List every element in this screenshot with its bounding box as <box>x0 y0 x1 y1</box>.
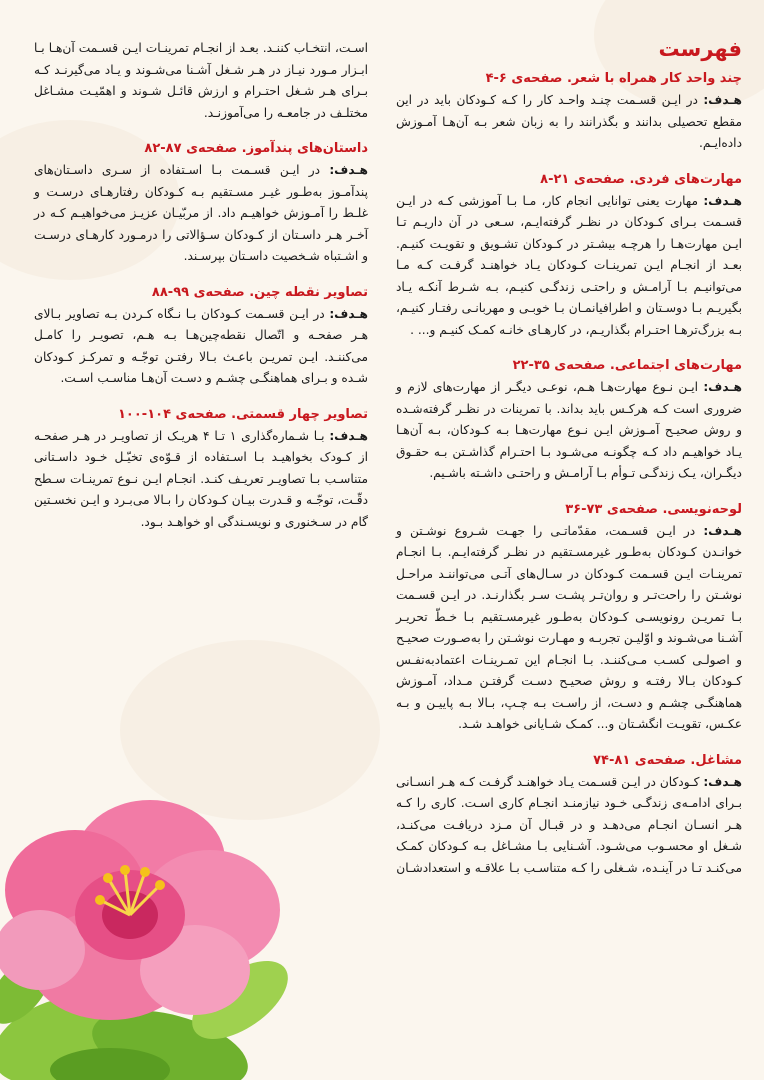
section-body <box>396 191 742 342</box>
toc-right-column <box>396 34 742 893</box>
section-text: بـا شـماره‌گذاری ۱ تـا ۴ هریـک از تصاویـر در هـر صفحـه از کـودک بخواهیـد بـا اسـتفاده از قـوّه‌ی تخیّـل خـود داسـتانی متناسـب بـا تصاویـر تعریـف کنـد. انجـام ایـن نـوع تمرینـات سـطح دقّـت، توجّـه و قـدرت بیـان کـودکان را بـالا می‌بـرد و ایـن نخسـتین گام در سـخنوری و نویسـندگی او خواهـد بـود. <box>34 428 368 529</box>
section-text: کـودکان در ایـن قسـمت یـاد خواهنـد گرفـت کـه هـر انسـانی بـرای ادامـه‌ی زندگـی خـود نیازمنـد انجـام کاری اسـت. کاری را کـه هـر انسـان انجـام می‌دهـد و در قبـال آن مـزد دریافـت می‌کنـد، شـغل او محسـوب می‌شـود. آشـنایی بـا مشـاغل بـه کـودکان کمـک می‌کنـد تـا در آینـده، شـغلی را کـه متناسـب بـا علاقـه و استعدادشـان <box>396 774 742 875</box>
section-body <box>34 426 368 534</box>
toc-section <box>34 404 368 534</box>
toc-section <box>396 499 742 736</box>
section-body <box>396 90 742 155</box>
toc-section <box>34 138 368 268</box>
section-text: در ایـن قسـمت بـا اسـتفاده از سـری داسـتان‌های پندآمـوز به‌طـور غیـر مسـتقیم بـه کـودکان رفتارهـای درسـت و غلـط را آمـوزش خواهیـم داد. از مربّیـان عزیـز می‌خواهیـم کـه در آخـر هـر داسـتان از کـودکان سـؤالاتی را درمـورد کارهـای درسـت و اشـتباه شـخصیت داسـتان بپرسـند. <box>34 163 368 263</box>
section-heading: تصاویر چهار قسمتی. صفحه‌ی ۱۰۴-۱۰۰ <box>117 406 368 422</box>
section-body <box>34 160 368 268</box>
page-title: فهرست <box>658 37 742 61</box>
toc-left-column <box>34 38 368 547</box>
section-heading: لوحه‌نویسی. صفحه‌ی ۷۳-۳۶ <box>565 501 742 517</box>
section-text: مهارت یعنی توانایی انجام کار، مـا بـا آموزشی کـه در ایـن قسـمت بـرای کـودکان در نظـر گرفته‌ایـم، سـعی در آن داریـم تـا ایـن مهارت‌هـا را هرچـه بیشـتر در کـودکان تشـویق و تقویـت کنیـم. بعـد از انجـام ایـن تمرینـات کـودکان یـاد خواهنـد گرفـت کـه مـا می‌توانیـم بـا آرامـش و راحتـی زندگـی کنیـم، بـه شـرط آنکـه یـاد بگیریـم بـا دوسـتان و اطرافیانمـان بـا خوبـی و مهربانـی رفتـار کنیـم، بـه بزرگ‌ترهـا احتـرام بگذاریـم، در کارهـای خانـه کمـک کنیـم و... . <box>396 193 742 337</box>
section-text: اسـت، انتخـاب کننـد. بعـد از انجـام تمرینـات ایـن قسـمت آن‌هـا بـا ابـزار مـورد نیـاز در هـر شـغل آشـنا می‌شـوند و یـاد می‌گیرنـد کـه بـرای هـر شـغل احتـرام و ارزش قائـل شـوند و اهمّیـت مشـاغل مختلـف در جامعـه را می‌آموزنـد. <box>34 41 368 120</box>
toc-section <box>396 169 742 342</box>
section-text: در ایـن قسـمت، مقدّماتـی را جهـت شـروع نوشـتن و خوانـدن کـودکان به‌طـور غیرمسـتقیم در نظـر گرفته‌ایـم. بـا انجـام تمرینـات ایـن قسـمت کـودکان در سـال‌های آتـی می‌تواننـد مراحـل نوشـتن را راحت‌تـر و روان‌تـر پشـت سـر بگذارنـد. در ایـن قسـمت بـا تمریـن رونویسـی کـودکان به‌طـور غیرمسـتقیم بـا خـطّ تحریـر آشـنا می‌شـوند و اوّلیـن تجربـه و مهـارت نوشـتن را به‌صـورت صحیـح و اصولـی کسـب مـی‌کننـد. بـا انجـام این تمـرینـات اعتمادبه‌نفـس کـودکان بـالا رفتـه و روش صحیـح دسـت گرفتـن مـداد، آمـوزش هماهنگـی چشـم و دسـت، از راسـت بـه چـپ، بـالا بـه پاییـن و بـه عکـس، تقویـت انگشـتان و... کمـک شـایانی خواهـد شـد. <box>396 523 742 731</box>
section-body <box>396 377 742 485</box>
toc-section <box>34 282 368 390</box>
section-heading: تصاویر نقطه چین. صفحه‌ی ۹۹-۸۸ <box>151 284 368 300</box>
section-body <box>396 772 742 880</box>
section-heading: چند واحد کار همراه با شعر. صفحه‌ی ۶-۴ <box>485 71 742 86</box>
goal-label: هـدف: <box>329 428 368 443</box>
section-body <box>396 521 742 736</box>
petals <box>0 800 280 1020</box>
section-heading: مشاغل. صفحه‌ی ۸۱-۷۴ <box>593 752 742 768</box>
continued-text <box>34 38 368 124</box>
section-heading: داستان‌های پندآموز. صفحه‌ی ۸۷-۸۲ <box>144 141 368 156</box>
section-heading: مهارت‌های اجتماعی. صفحه‌ی ۳۵-۲۲ <box>512 358 742 373</box>
section-text: ایـن نـوع مهارت‌هـا هـم، نوعـی دیگـر از مهارت‌های لازم و ضروری است کـه هرکـس باید بداند. با تمرینات در نظـر گرفته‌شـده و روش صحیـح آمـوزش ایـن نـوع مهارت‌هـا بـه کـودکان، بـه آن‌هـا یـاد خواهیـم داد کـه چگونـه می‌شـود بـا احتـرام گذاشـتن بـه حقـوق دیگـران، یـک زندگـی تـوأم بـا آرامـش و راحتـی داشـته باشـیم. <box>396 380 742 480</box>
section-body <box>34 304 368 390</box>
goal-label: هـدف: <box>703 93 742 107</box>
flower-illustration <box>0 750 300 1080</box>
goal-label: هـدف: <box>329 306 368 321</box>
goal-label: هـدف: <box>329 163 368 177</box>
toc-section <box>396 355 742 485</box>
section-text: در ایـن قسـمت چنـد واحـد کار را کـه کـودکان باید در این مقطع تحصیلی بدانند و بگذرانند را به زبان شعر بـه آن‌هـا آمـوزش داده‌ایـم. <box>396 93 742 150</box>
goal-label: هـدف: <box>703 774 742 789</box>
section-heading: مهارت‌های فردی. صفحه‌ی ۲۱-۸ <box>540 171 742 187</box>
goal-label: هـدف: <box>703 380 742 394</box>
toc-section <box>396 68 742 155</box>
goal-label: هـدف: <box>703 523 742 538</box>
section-text: در ایـن قسـمت کـودکان بـا نـگاه کـردن بـه تصاویر بـالای هـر صفحـه و اتّصال نقطه‌چین‌هـا بـه هـم، تصویـر را کامـل می‌کننـد. ایـن تمریـن باعـث بـالا رفتـن توجّـه و تمرکـز کـودکان شـده و بـرای هماهنگـی چشـم و دسـت آن‌هـا مناسـب اسـت. <box>34 306 368 385</box>
goal-label: هـدف: <box>703 193 742 208</box>
toc-section <box>396 750 742 880</box>
